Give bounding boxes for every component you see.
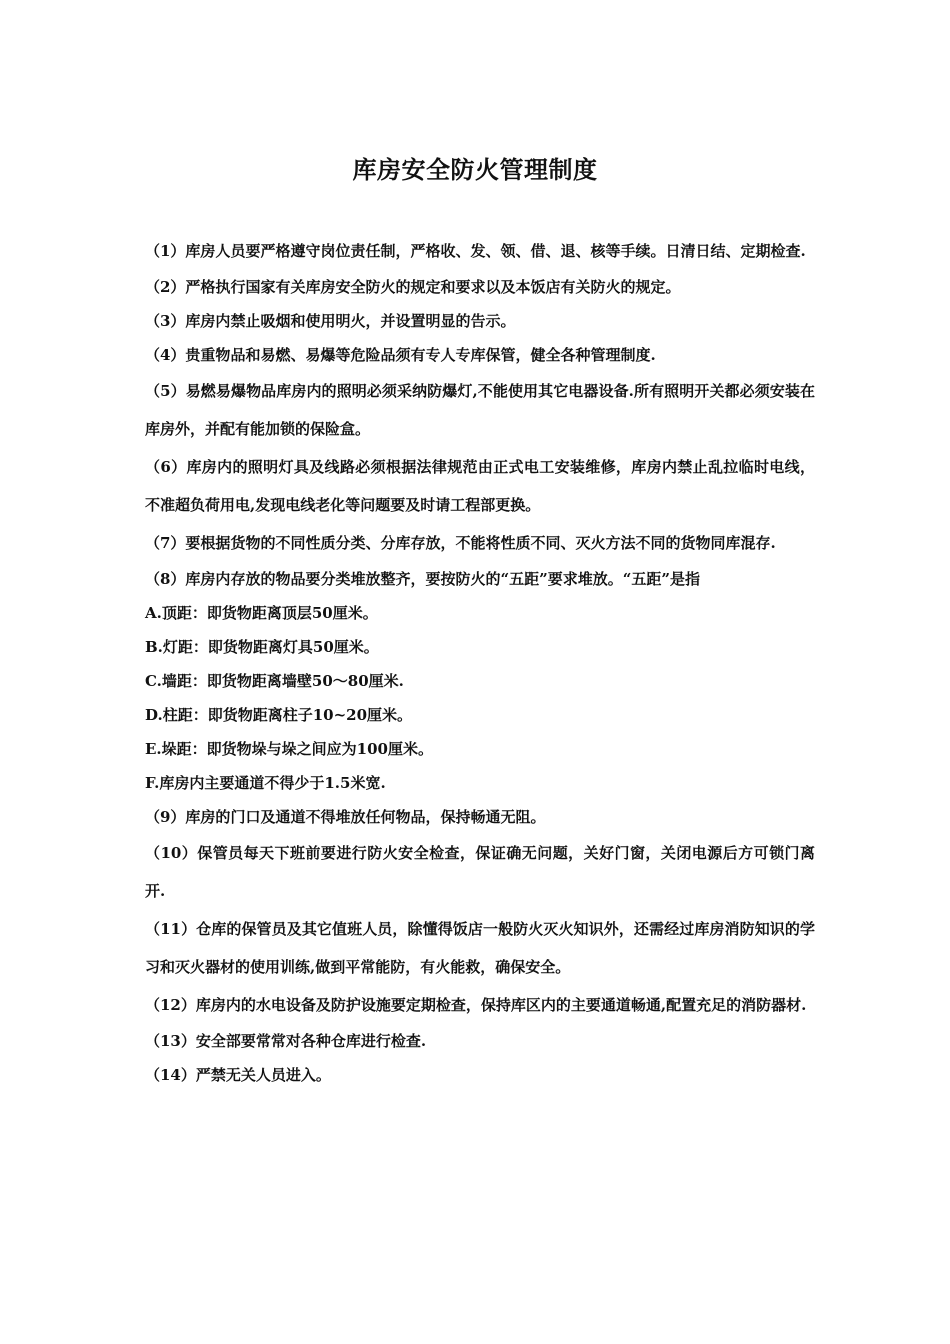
- list-item-b: B.灯距：即货物距离灯具50厘米。: [145, 638, 379, 656]
- paragraph-6: （6）库房内的照明灯具及线路必须根据法律规范由正式电工安装维修，库房内禁止乱拉临时电线，不准超负荷用电,发现电线老化等问题要及时请工程部更换。: [145, 458, 815, 514]
- paragraph-9: （9）库房的门口及通道不得堆放任何物品，保持畅通无阻。: [145, 808, 546, 826]
- paragraph-10: （10）保管员每天下班前要进行防火安全检查，保证确无问题，关好门窗，关闭电源后方可锁门离开.: [145, 844, 815, 900]
- paragraph-3: （3）库房内禁止吸烟和使用明火，并设置明显的告示。: [145, 312, 516, 330]
- paragraph-14: （14）严禁无关人员进入。: [145, 1066, 331, 1084]
- paragraph-2: （2）严格执行国家有关库房安全防火的规定和要求以及本饭店有关防火的规定。: [145, 278, 681, 296]
- list-item-f: F.库房内主要通道不得少于1.5米宽.: [145, 774, 386, 792]
- paragraph-7: （7）要根据货物的不同性质分类、分库存放，不能将性质不同、灭火方法不同的货物同库混存.: [145, 534, 776, 552]
- paragraph-12: （12）库房内的水电设备及防护设施要定期检查，保持库区内的主要通道畅通,配置充足的消防器材.: [145, 996, 807, 1014]
- list-item-d: D.柱距：即货物距离柱子10~20厘米。: [145, 706, 413, 724]
- paragraph-4: （4）贵重物品和易燃、易爆等危险品须有专人专库保管，健全各种管理制度.: [145, 346, 656, 364]
- list-item-e: E.垛距：即货物垛与垛之间应为100厘米。: [145, 740, 433, 758]
- paragraph-1: （1）库房人员要严格遵守岗位责任制，严格收、发、领、借、退、核等手续。日清日结、定期检查.: [145, 242, 806, 260]
- paragraph-8: （8）库房内存放的物品要分类堆放整齐，要按防火的“五距”要求堆放。“五距”是指: [145, 570, 700, 588]
- paragraph-5: （5）易燃易爆物品库房内的照明必须采纳防爆灯,不能使用其它电器设备.所有照明开关都必须安装在库房外，并配有能加锁的保险盒。: [145, 382, 815, 438]
- page-title: 库房安全防火管理制度: [352, 155, 598, 184]
- paragraph-11: （11）仓库的保管员及其它值班人员，除懂得饭店一般防火灭火知识外，还需经过库房消防知识的学习和灭火器材的使用训练,做到平常能防，有火能救，确保安全。: [145, 920, 815, 976]
- document-body: [145, 232, 815, 1092]
- list-item-c: C.墙距：即货物距离墙壁50～80厘米.: [145, 672, 404, 690]
- paragraph-13: （13）安全部要常常对各种仓库进行检查.: [145, 1032, 427, 1050]
- list-item-a: A.顶距：即货物距离顶层50厘米。: [145, 604, 378, 622]
